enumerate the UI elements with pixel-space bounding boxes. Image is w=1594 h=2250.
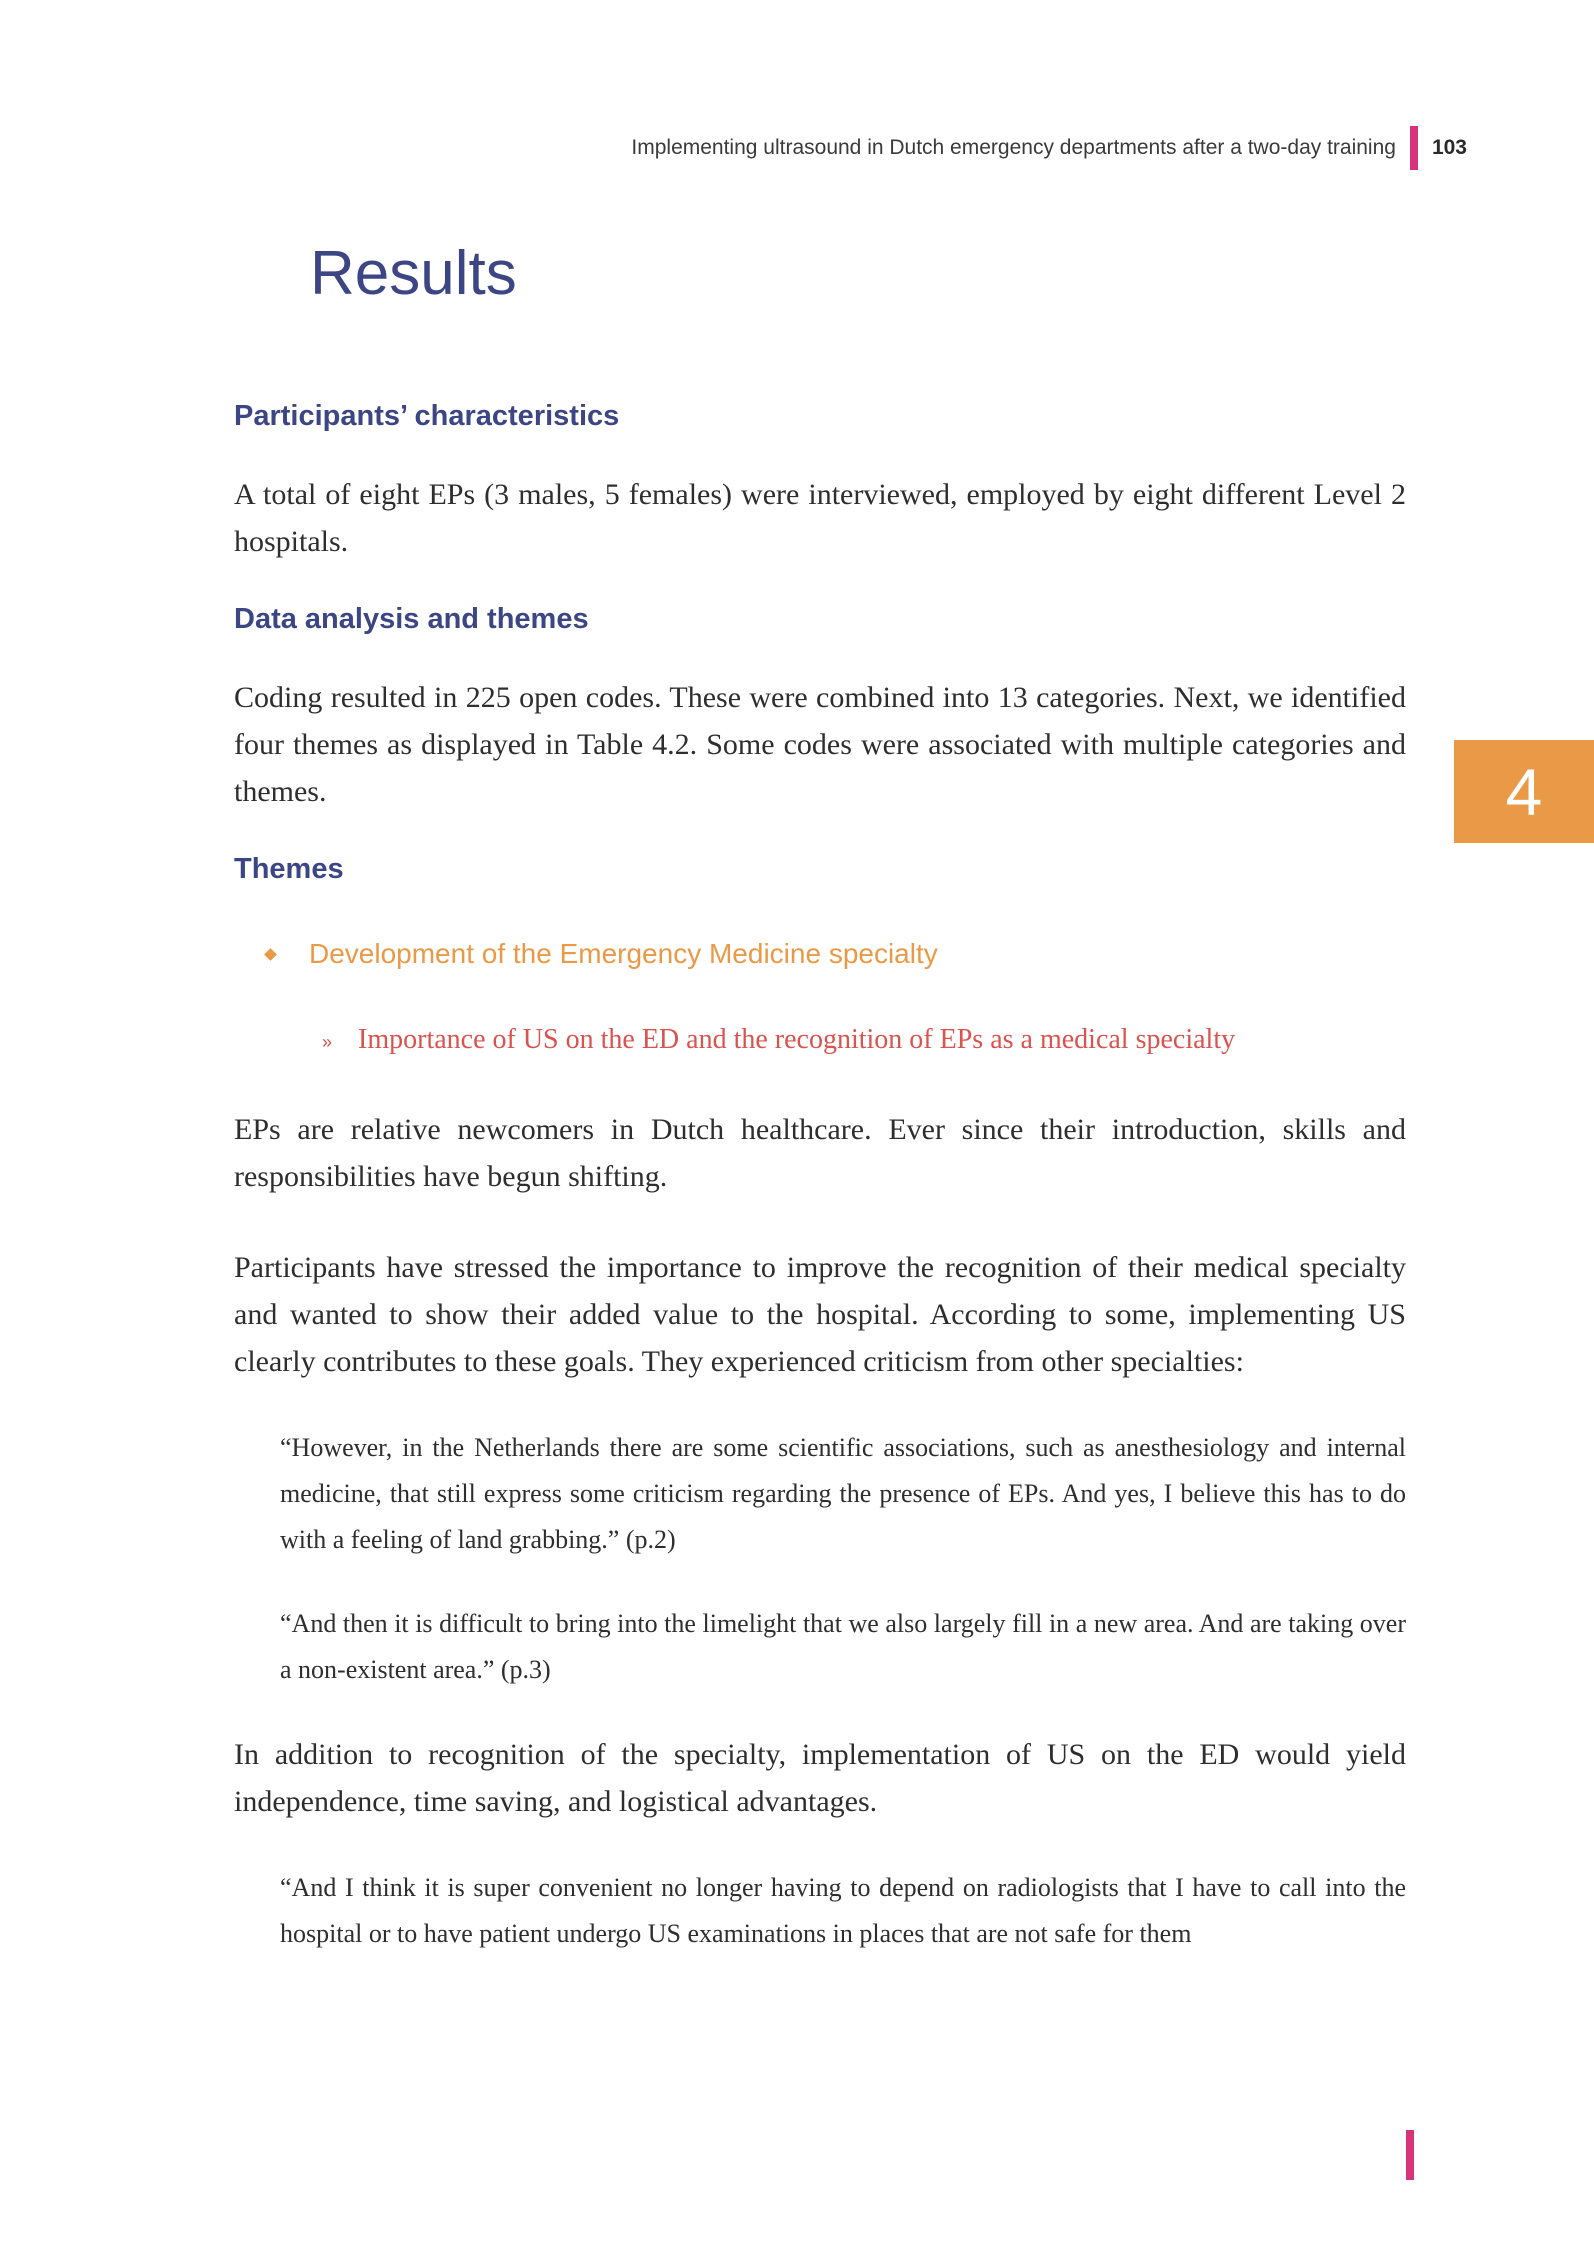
themes-heading: Themes — [234, 853, 344, 885]
subtheme-label: Importance of US on the ED and the recognition of EPs as a medical specialty — [358, 1024, 1236, 1055]
quote-radiologists: “And I think it is super convenient no longer having to depend on radiologists that I have to call into the hospital or to have patient undergo US examinations in places that are not safe for them — [280, 1873, 1406, 1948]
running-header — [631, 128, 1467, 168]
subtheme-bullet — [322, 1024, 1406, 1056]
theme-bullet — [266, 938, 1406, 970]
double-chevron-icon: » — [322, 1032, 333, 1052]
paragraph-recognition: Participants have stressed the importance to improve the recognition of their medical specialty and wanted to show their added value to the hospital. According to some, implementing US clearly contributes to these goals. They experienced criticism from other specialties: — [234, 1251, 1406, 1378]
data-analysis-heading: Data analysis and themes — [234, 603, 589, 635]
data-analysis-paragraph: Coding resulted in 225 open codes. These were combined into 13 categories. Next, we identified four themes as displayed in Table 4.2. Some codes were associated with multiple categories and themes. — [234, 681, 1406, 808]
header-accent-bar — [1410, 126, 1418, 170]
main-content — [234, 400, 1406, 1957]
quote-limelight: “And then it is difficult to bring into the limelight that we also largely fill in a new area. And are taking over a non-existent area.” (p.3) — [280, 1609, 1406, 1684]
section-title: Results — [310, 239, 517, 308]
running-title: Implementing ultrasound in Dutch emergency departments after a two-day training — [631, 136, 1396, 159]
page-number: 103 — [1431, 136, 1467, 159]
quote-land-grabbing: “However, in the Netherlands there are some scientific associations, such as anesthesiology and internal medicine, that still express some criticism regarding the presence of EPs. And yes, I believe this has to do with a feeling of land grabbing.” (p.2) — [280, 1433, 1406, 1554]
theme-label: Development of the Emergency Medicine specialty — [309, 938, 938, 969]
paragraph-independence: In addition to recognition of the specialty, implementation of US on the ED would yield independence, time saving, and logistical advantages. — [234, 1738, 1406, 1818]
footer-accent-bar — [1406, 2130, 1414, 2180]
chapter-tab: 4 — [1454, 740, 1594, 843]
diamond-bullet-icon — [264, 948, 277, 961]
participants-heading: Participants’ characteristics — [234, 400, 620, 432]
paragraph-newcomers: EPs are relative newcomers in Dutch healthcare. Ever since their introduction, skills and responsibilities have begun shifting. — [234, 1113, 1406, 1193]
participants-paragraph: A total of eight EPs (3 males, 5 females) were interviewed, employed by eight different Level 2 hospitals. — [234, 478, 1406, 558]
